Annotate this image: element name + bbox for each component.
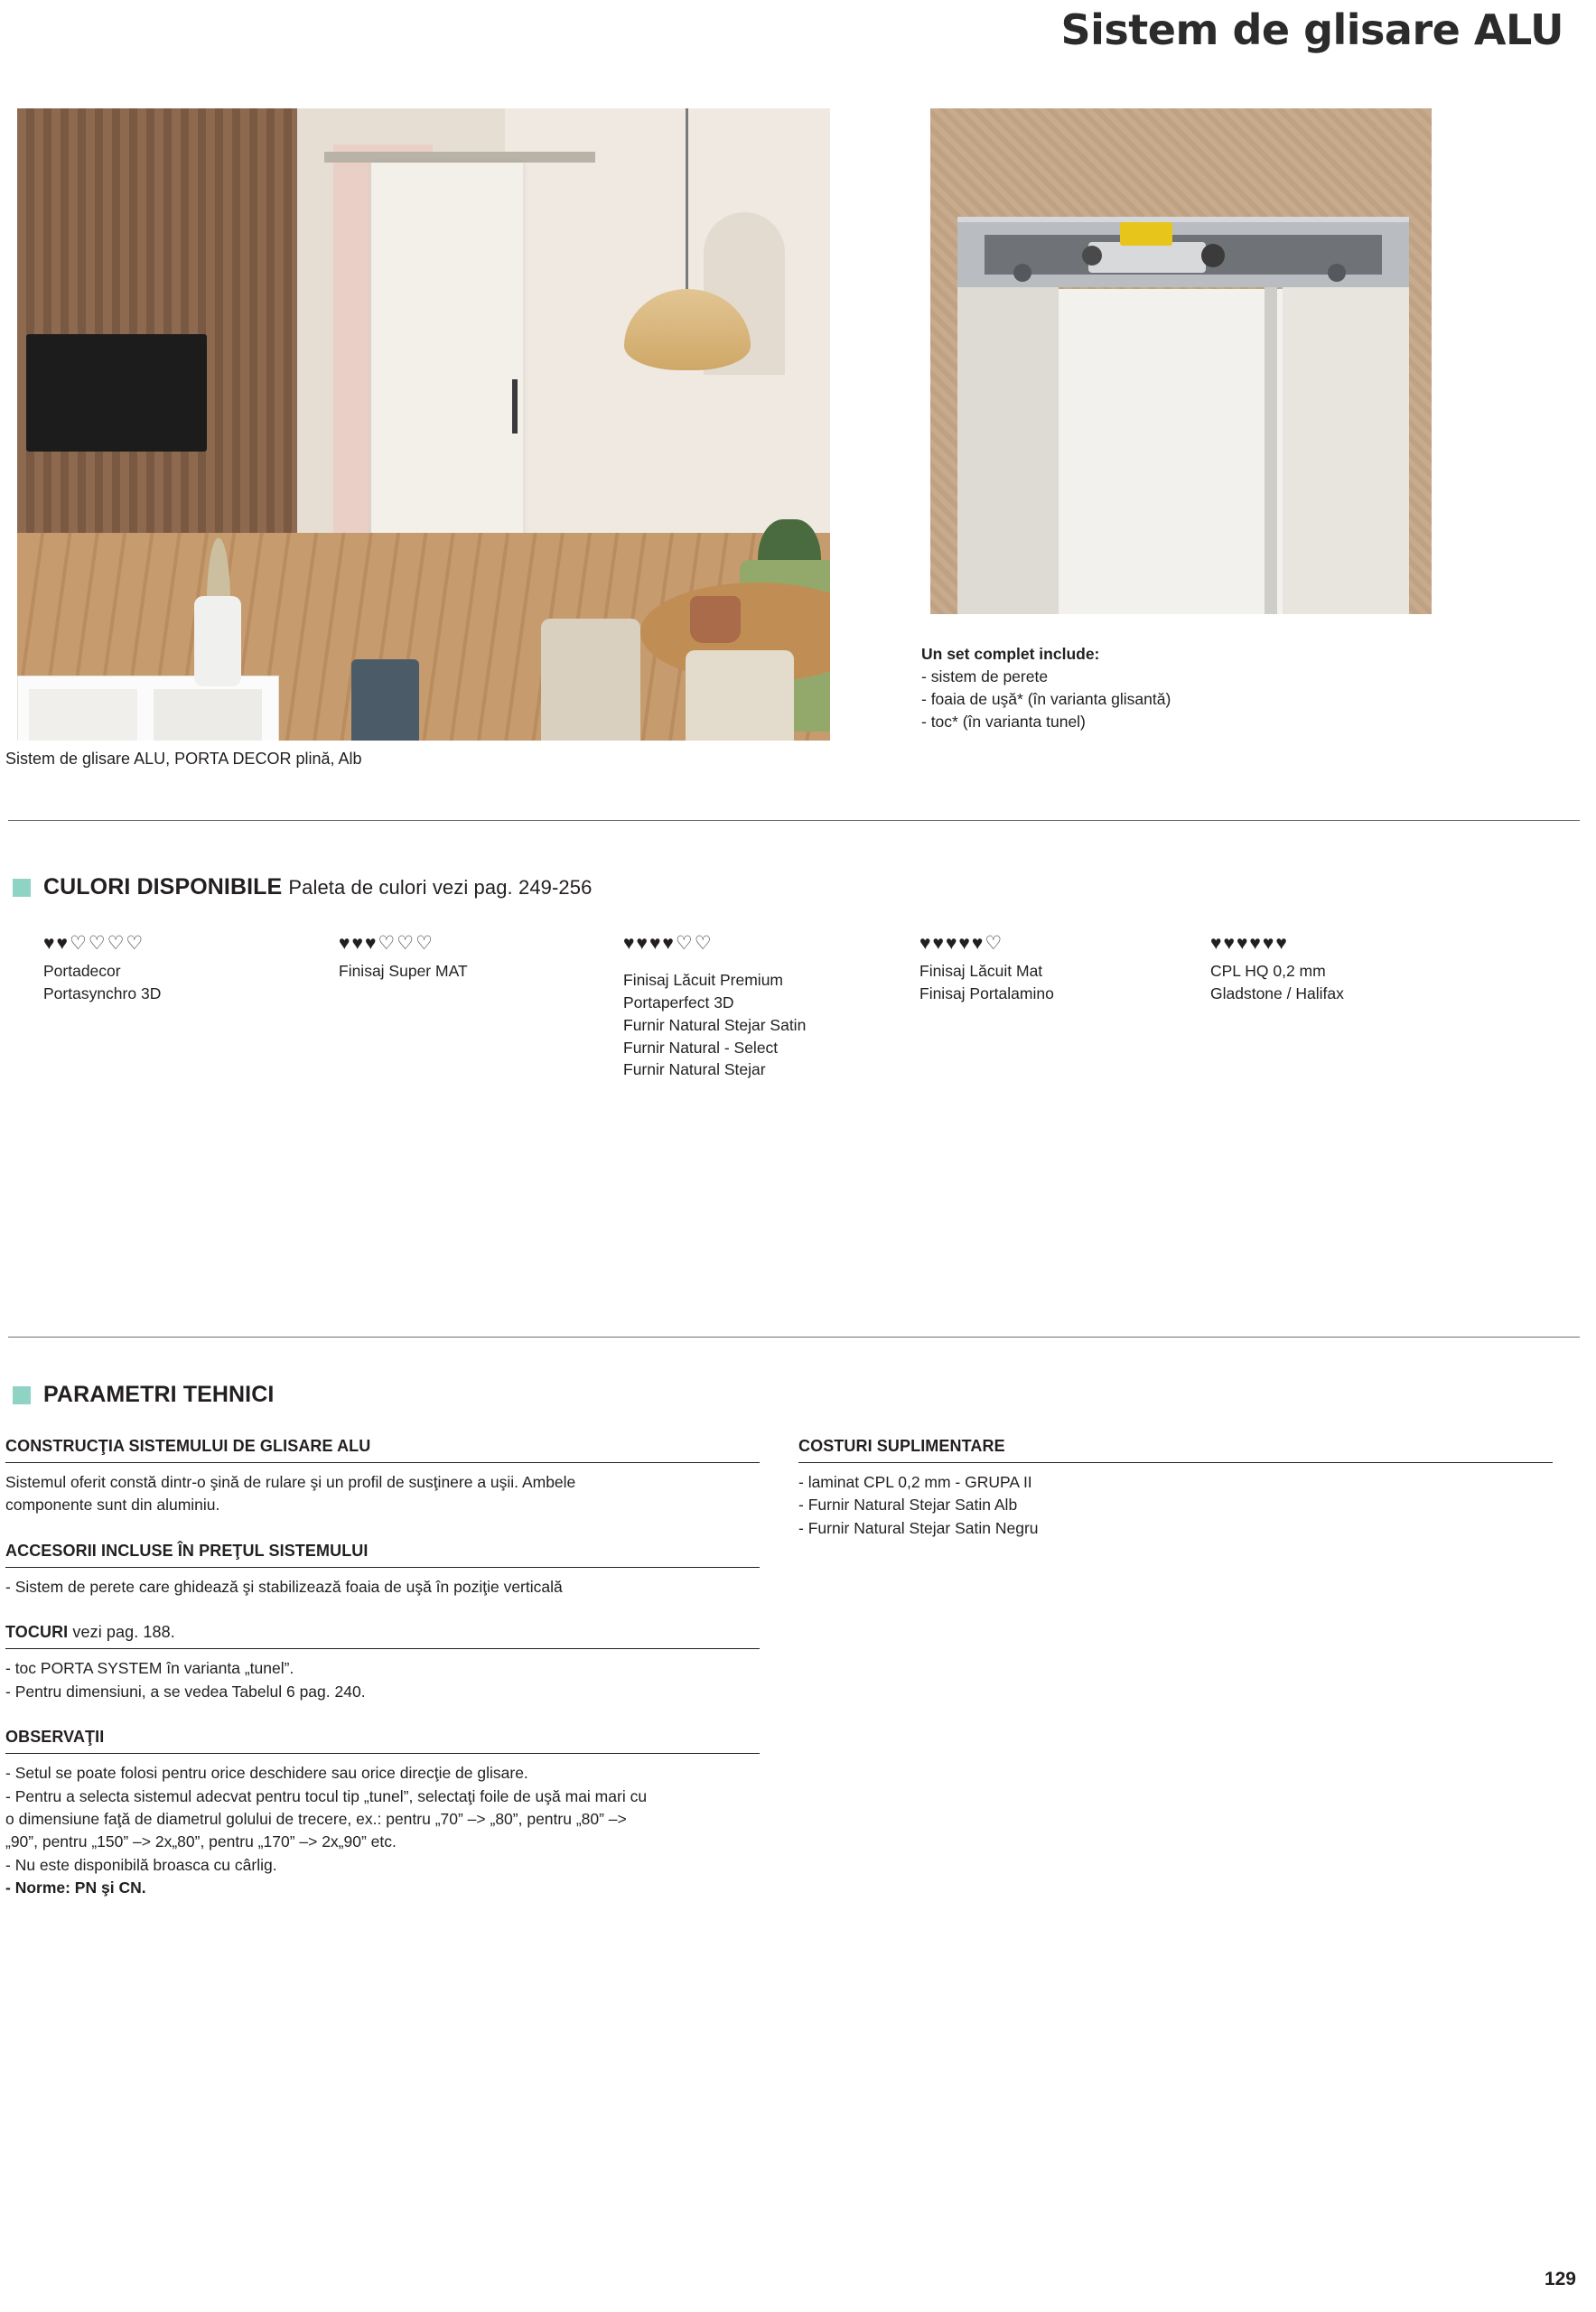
colors-section-heading: [13, 874, 592, 900]
tech-block-line: - laminat CPL 0,2 mm - GRUPA II: [798, 1473, 1032, 1492]
tech-block: [5, 1434, 764, 1517]
tech-block-title-note: vezi pag. 188.: [68, 1623, 175, 1642]
rating-hearts-icon: ♥♥♥♥♥♡: [919, 933, 1004, 954]
set-includes-line: - foaia de uşă* (în varianta glisantă): [921, 689, 1171, 708]
tech-block: [5, 1725, 764, 1899]
rating-hearts-icon: ♥♥♥♥♡♡: [623, 933, 714, 954]
colors-heading-text: CULORI DISPONIBILE: [43, 874, 283, 900]
mechanism-detail-photo: [930, 108, 1432, 614]
tech-params-left-column: [5, 1434, 764, 1922]
page-title: Sistem de glisare ALU: [1060, 5, 1563, 54]
accent-square-icon: [13, 879, 31, 897]
color-group-label: Portadecor: [43, 962, 121, 980]
color-group-label: Furnir Natural Stejar: [623, 1060, 766, 1079]
color-group-label: Portasynchro 3D: [43, 984, 162, 1002]
tech-block-rule: [5, 1648, 760, 1649]
color-group-label: Finisaj Lăcuit Premium: [623, 971, 783, 989]
rating-hearts-icon: ♥♥♥♡♡♡: [339, 933, 434, 954]
set-includes-heading: Un set complet include:: [921, 645, 1100, 663]
tech-params-right-column: [798, 1434, 1557, 1562]
color-group: [919, 930, 1054, 1005]
color-group: [339, 930, 468, 983]
divider-top: [8, 820, 1580, 821]
tech-block-line: - Sistem de perete care ghidează şi stabilizează foaia de uşă în poziţie verticală: [5, 1577, 563, 1596]
tech-block-line: - Pentru a selecta sistemul adecvat pentru tocul tip „tunel”, selectaţi foile de uşă mai mari cu: [5, 1786, 648, 1805]
color-group-label: Finisaj Super MAT: [339, 962, 468, 980]
tech-params-heading: [13, 1382, 274, 1408]
color-group: [1210, 930, 1344, 1005]
page-number: 129: [1544, 2269, 1576, 2289]
set-includes-line: - toc* (în varianta tunel): [921, 712, 1086, 731]
divider-middle: [8, 1337, 1580, 1338]
tech-block-line: o dimensiune faţă de diametrul golului de trecere, ex.: pentru „70” –> „80”, pentru „80” –>: [5, 1810, 627, 1828]
color-group-label: Portaperfect 3D: [623, 993, 734, 1012]
tech-block-line: - Furnir Natural Stejar Satin Alb: [798, 1496, 1018, 1515]
tech-block-rule: [798, 1462, 1553, 1463]
tech-block-line: - toc PORTA SYSTEM în varianta „tunel”.: [5, 1659, 294, 1678]
rating-hearts-icon: ♥♥♡♡♡♡: [43, 933, 145, 954]
color-group-label: Gladstone / Halifax: [1210, 984, 1344, 1002]
room-photo: [17, 108, 830, 741]
room-photo-caption: Sistem de glisare ALU, PORTA DECOR plină, Alb: [5, 750, 362, 768]
color-group-label: Finisaj Portalamino: [919, 984, 1054, 1002]
tech-block-title: CONSTRUCŢIA SISTEMULUI DE GLISARE ALU: [5, 1437, 371, 1455]
tech-block-title-text: TOCURI: [5, 1623, 69, 1642]
colors-heading-note: Paleta de culori vezi pag. 249-256: [288, 876, 593, 899]
tech-block-rule: [5, 1567, 760, 1568]
color-group-label: Furnir Natural Stejar Satin: [623, 1015, 807, 1034]
tech-block-title: COSTURI SUPLIMENTARE: [798, 1437, 1005, 1455]
tech-block-title: OBSERVAŢII: [5, 1728, 105, 1747]
tech-block-line: „90”, pentru „150” –> 2x„80”, pentru „170” –> 2x„90” etc.: [5, 1832, 397, 1851]
tech-block-line: Sistemul oferit constă dintr-o şină de rulare şi un profil de susţinere a uşii. Ambele: [5, 1473, 576, 1492]
color-group: [43, 930, 161, 1005]
rating-hearts-icon: ♥♥♥♥♥♥: [1210, 933, 1289, 954]
accent-square-icon: [13, 1386, 31, 1404]
tech-block-rule: [5, 1753, 760, 1754]
tech-block-line: componente sunt din aluminiu.: [5, 1496, 220, 1515]
tech-params-heading-text: PARAMETRI TEHNICI: [43, 1382, 275, 1407]
tech-block-rule: [5, 1462, 760, 1463]
set-includes-box: [921, 643, 1409, 732]
tech-block: [798, 1434, 1557, 1540]
color-group-label: Furnir Natural - Select: [623, 1038, 779, 1057]
tech-block: [5, 1539, 764, 1599]
tech-block-title: ACCESORII INCLUSE ÎN PREŢUL SISTEMULUI: [5, 1541, 369, 1560]
tech-block-line: - Setul se poate folosi pentru orice deschidere sau orice direcţie de glisare.: [5, 1764, 528, 1783]
tech-block-line: - Furnir Natural Stejar Satin Negru: [798, 1518, 1039, 1537]
tech-block-line: - Pentru dimensiuni, a se vedea Tabelul 6 pag. 240.: [5, 1682, 366, 1701]
tech-block: [5, 1620, 764, 1703]
tech-block-line: - Norme: PN şi CN.: [5, 1878, 146, 1897]
tech-block-title: [5, 1620, 764, 1644]
set-includes-line: - sistem de perete: [921, 667, 1049, 685]
color-group: [623, 933, 807, 1081]
color-group-label: CPL HQ 0,2 mm: [1210, 962, 1326, 980]
color-group-label: Finisaj Lăcuit Mat: [919, 962, 1043, 980]
tech-block-line: - Nu este disponibilă broasca cu cârlig.: [5, 1855, 277, 1874]
